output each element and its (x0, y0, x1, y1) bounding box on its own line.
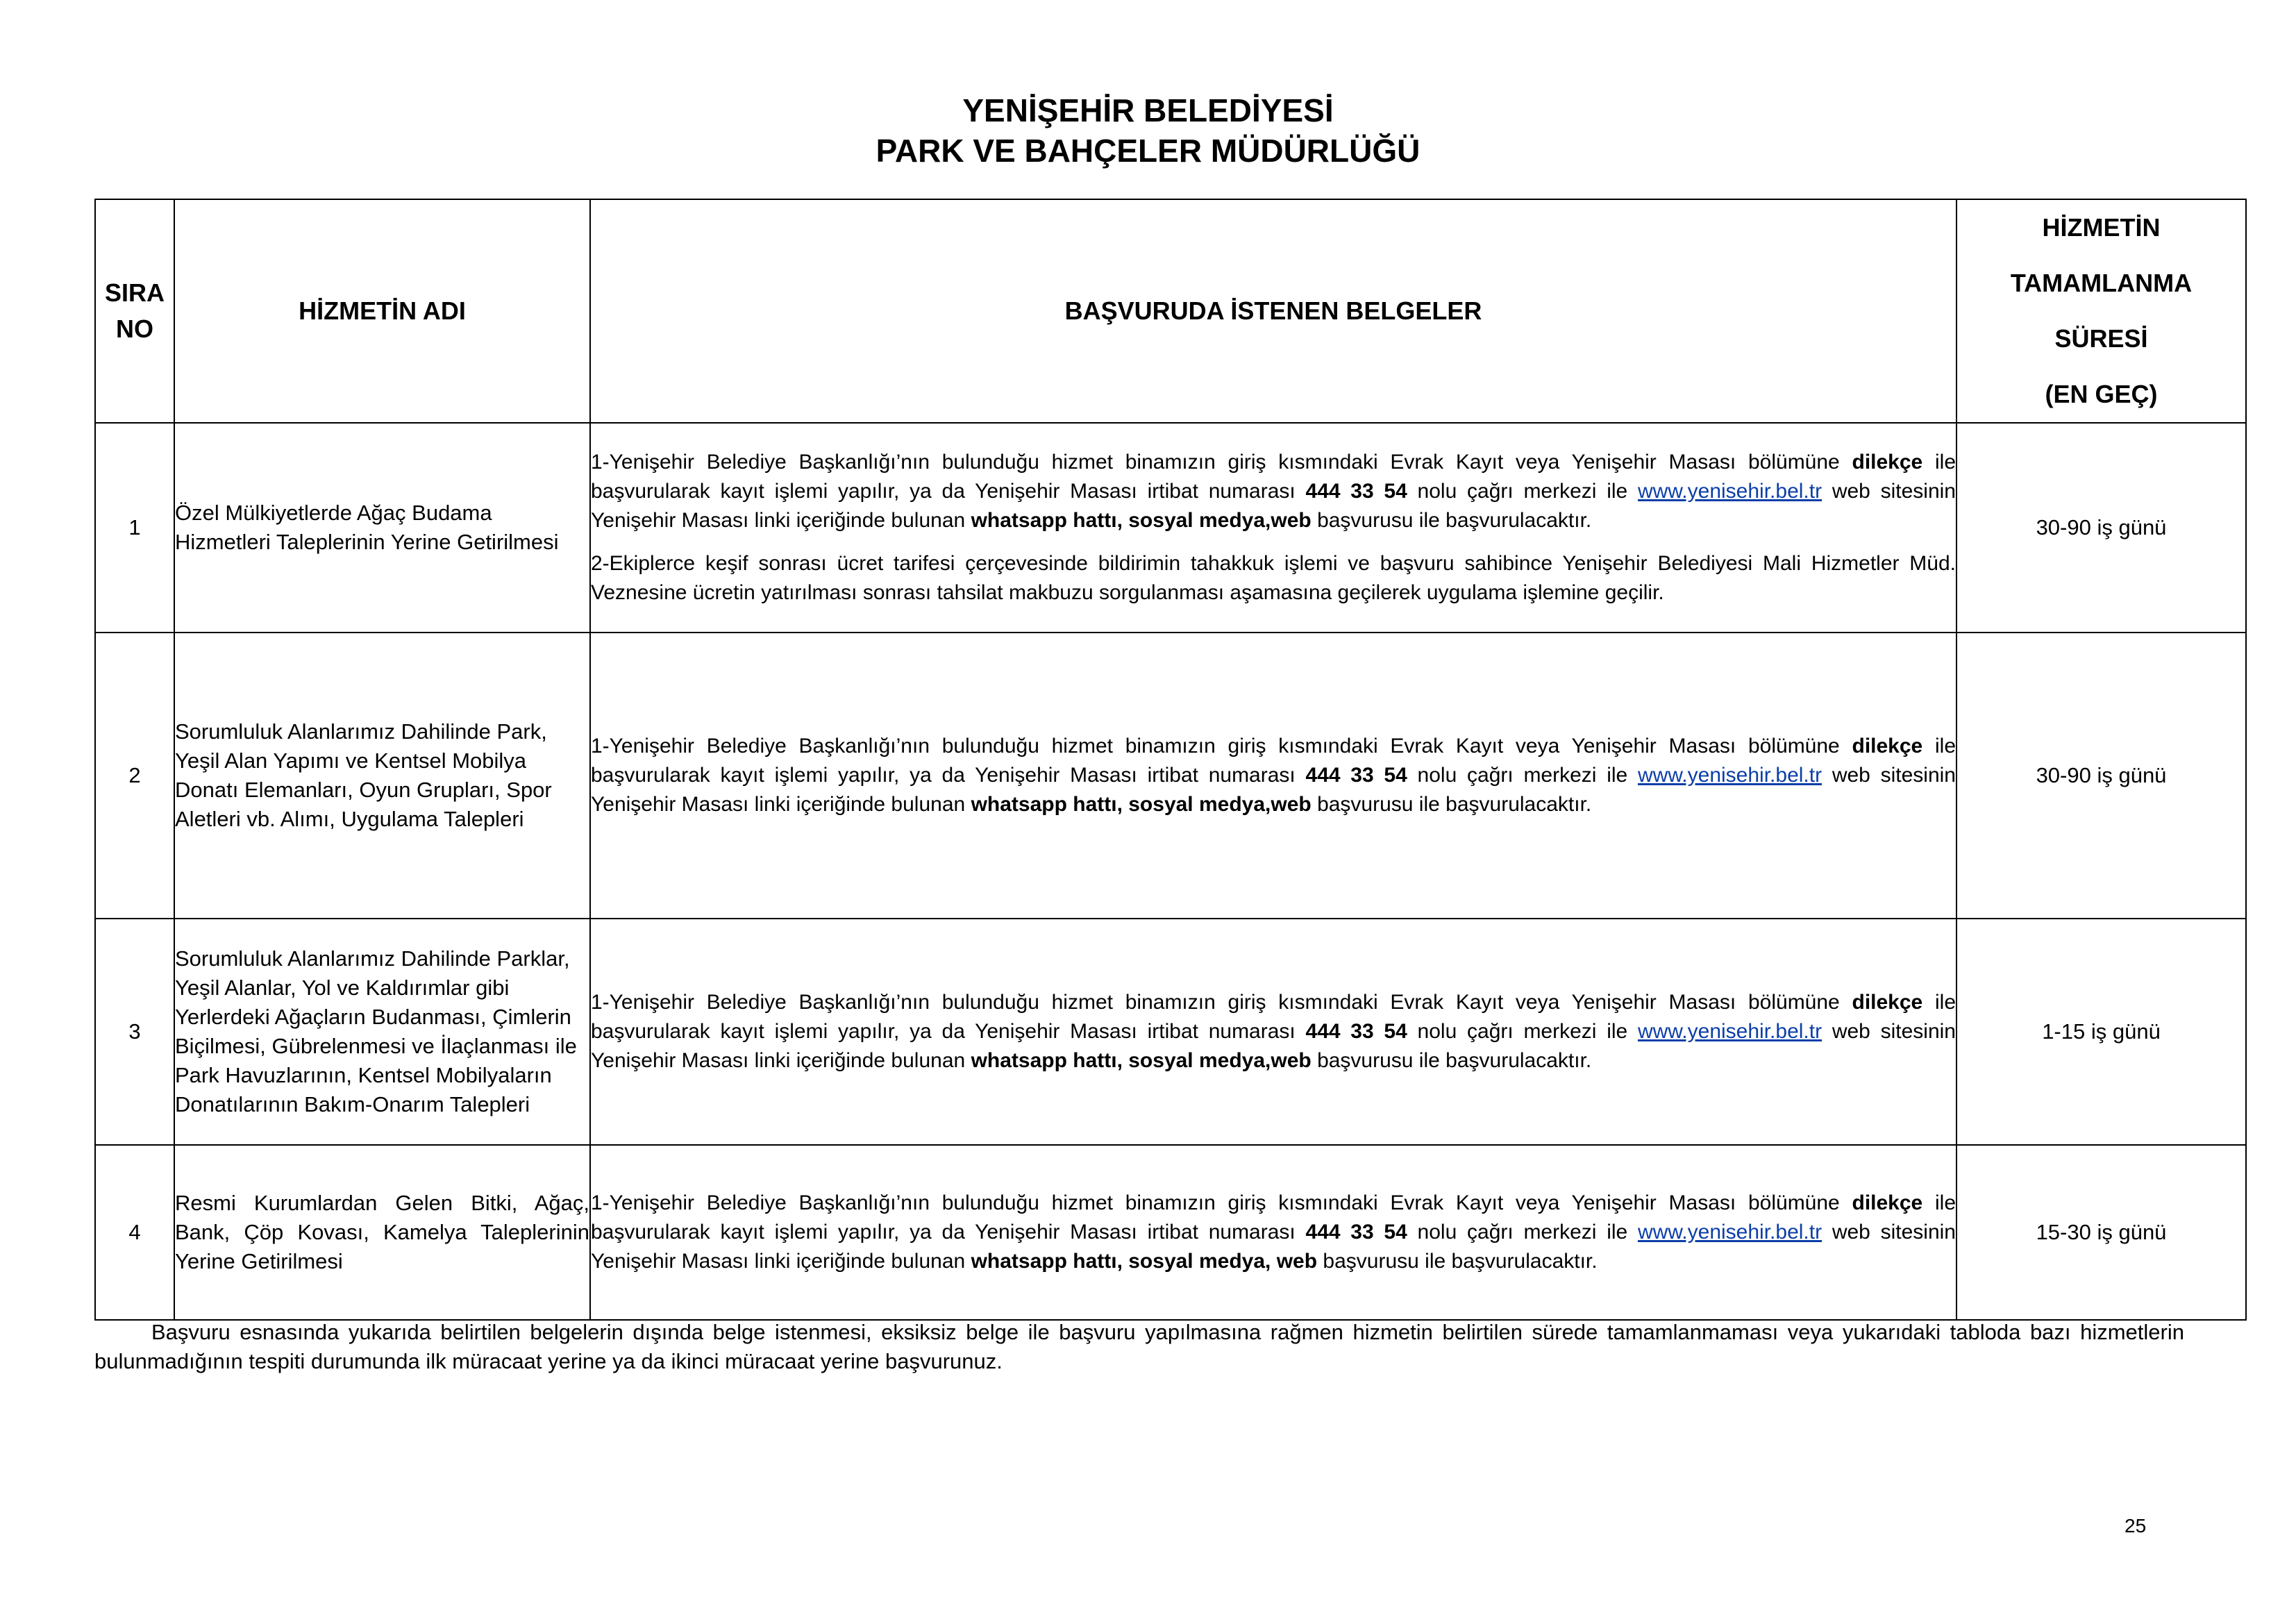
doc-text: nolu çağrı merkezi ile (1417, 480, 1628, 503)
document-step-1 (591, 988, 1956, 1075)
required-documents (590, 1145, 1956, 1320)
doc-text: web sitesinin Yenişehir Masası linki içeriğinde bulunan (591, 764, 1956, 816)
doc-phone-number: 444 33 54 (1305, 1221, 1407, 1244)
service-name: Özel Mülkiyetlerde Ağaç Budama Hizmetleri Taleplerinin Yerine Getirilmesi (174, 423, 590, 633)
header-time-line3: SÜRESİ (2054, 324, 2148, 353)
doc-bold-petition: dilekçe (1852, 451, 1923, 474)
doc-text: web sitesinin Yenişehir Masası linki içeriğinde bulunan (591, 1221, 1956, 1273)
doc-bold-channels: whatsapp hattı, sosyal medya, web (971, 1250, 1318, 1273)
completion-time: 30-90 iş günü (1956, 423, 2246, 633)
header-service-name: HİZMETİN ADI (174, 199, 590, 423)
doc-phone-number: 444 33 54 (1305, 764, 1407, 787)
doc-text: başvurusu ile başvurulacaktır. (1323, 1250, 1598, 1273)
doc-phone-number: 444 33 54 (1305, 480, 1407, 503)
required-documents (590, 633, 1956, 919)
service-name: Resmi Kurumlardan Gelen Bitki, Ağaç, Bank, Çöp Kovası, Kamelya Taleplerinin Yerine Getirilmesi (174, 1145, 590, 1320)
doc-text: ile başvurularak kayıt işlemi yapılır, ya da Yenişehir Masası irtibat numarası (591, 451, 1956, 503)
doc-bold-petition: dilekçe (1852, 1191, 1923, 1214)
completion-time: 30-90 iş günü (1956, 633, 2246, 919)
title-line-directorate: PARK VE BAHÇELER MÜDÜRLÜĞÜ (875, 133, 1421, 169)
doc-bold-channels: whatsapp hattı, sosyal medya,web (971, 793, 1312, 816)
doc-text: başvurusu ile başvurulacaktır. (1317, 793, 1592, 816)
doc-text: web sitesinin Yenişehir Masası linki içeriğinde bulunan (591, 480, 1956, 532)
doc-phone-number: 444 33 54 (1305, 1020, 1407, 1043)
services-table (94, 199, 2247, 1321)
doc-bold-petition: dilekçe (1852, 735, 1923, 757)
doc-text: 1-Yenişehir Belediye Başkanlığı’nın bulunduğu hizmet binamızın giriş kısmındaki Evrak Kayıt veya Yenişehir Masası bölümüne (591, 991, 1840, 1014)
website-link[interactable]: www.yenisehir.bel.tr (1637, 764, 1822, 787)
row-number: 2 (95, 633, 174, 919)
table-row (95, 423, 2246, 633)
title-line-municipality: YENİŞEHİR BELEDİYESİ (962, 92, 1334, 128)
completion-time: 15-30 iş günü (1956, 1145, 2246, 1320)
header-sira-line1: SIRA (104, 278, 165, 307)
service-name: Sorumluluk Alanlarımız Dahilinde Park, Yeşil Alan Yapımı ve Kentsel Mobilya Donatı Elemanları, Oyun Grupları, Spor Aletleri vb. Alımı, Uygulama Talepleri (174, 633, 590, 919)
doc-text: başvurusu ile başvurulacaktır. (1317, 1049, 1592, 1072)
website-link[interactable]: www.yenisehir.bel.tr (1637, 1020, 1822, 1043)
header-completion-time (1956, 199, 2246, 423)
website-link[interactable]: www.yenisehir.bel.tr (1637, 480, 1822, 503)
document-step-1 (591, 732, 1956, 819)
table-header-row (95, 199, 2246, 423)
doc-text: ile başvurularak kayıt işlemi yapılır, ya da Yenişehir Masası irtibat numarası (591, 1191, 1956, 1244)
doc-bold-channels: whatsapp hattı, sosyal medya,web (971, 509, 1312, 532)
doc-text: başvurusu ile başvurulacaktır. (1317, 509, 1592, 532)
header-time-line4: (EN GEÇ) (2045, 380, 2158, 408)
service-name: Sorumluluk Alanlarımız Dahilinde Parklar, Yeşil Alanlar, Yol ve Kaldırımlar gibi Yerlerdeki Ağaçların Budanması, Çimlerin Biçilmesi, Gübrelenmesi ve İlaçlanması ile Park Havuzlarının, Kentsel Mobilyaların Donatılarının Bakım-Onarım Talepleri (174, 919, 590, 1145)
completion-time: 1-15 iş günü (1956, 919, 2246, 1145)
header-time-line2: TAMAMLANMA (2010, 269, 2193, 297)
required-documents (590, 919, 1956, 1145)
doc-text: nolu çağrı merkezi ile (1417, 1020, 1628, 1043)
doc-text: nolu çağrı merkezi ile (1417, 764, 1628, 787)
doc-text: 1-Yenişehir Belediye Başkanlığı’nın bulunduğu hizmet binamızın giriş kısmındaki Evrak Kayıt veya Yenişehir Masası bölümüne (591, 735, 1840, 757)
required-documents (590, 423, 1956, 633)
website-link[interactable]: www.yenisehir.bel.tr (1637, 1221, 1822, 1244)
doc-text: nolu çağrı merkezi ile (1417, 1221, 1628, 1244)
table-row (95, 633, 2246, 919)
row-number: 4 (95, 1145, 174, 1320)
footer-note: Başvuru esnasında yukarıda belirtilen belgelerin dışında belge istenmesi, eksiksiz belge ile başvuru yapılmasına rağmen hizmetin belirtilen sürede tamamlanmaması veya yukarıdaki tabloda bazı hizmetlerin bulunmadığının tespiti durumunda ilk müracaat yerine ya da ikinci müracaat yerine başvurunuz. (94, 1320, 2184, 1373)
doc-text: ile başvurularak kayıt işlemi yapılır, ya da Yenişehir Masası irtibat numarası (591, 991, 1956, 1043)
table-row (95, 1145, 2246, 1320)
doc-text: 1-Yenişehir Belediye Başkanlığı’nın bulunduğu hizmet binamızın giriş kısmındaki Evrak Kayıt veya Yenişehir Masası bölümüne (591, 451, 1840, 474)
header-sira-line2: NO (116, 315, 153, 343)
document-step-1 (591, 448, 1956, 535)
table-row (95, 919, 2246, 1145)
doc-text: web sitesinin Yenişehir Masası linki içeriğinde bulunan (591, 1020, 1956, 1072)
document-step-2: 2-Ekiplerce keşif sonrası ücret tarifesi çerçevesinde bildirimin tahakkuk işlemi ve başvuru sahibince Yenişehir Belediyesi Mali Hizmetler Müd. Veznesine ücretin yatırılması sonrası tahsilat makbuzu sorgulanması aşamasına geçilerek uygulama işlemine geçilir. (591, 552, 1956, 604)
page-title (0, 90, 2296, 171)
header-time-line1: HİZMETİN (2042, 213, 2161, 242)
doc-bold-petition: dilekçe (1852, 991, 1923, 1014)
document-step-1 (591, 1189, 1956, 1276)
doc-text: ile başvurularak kayıt işlemi yapılır, ya da Yenişehir Masası irtibat numarası (591, 735, 1956, 787)
doc-bold-channels: whatsapp hattı, sosyal medya,web (971, 1049, 1312, 1072)
doc-text: 1-Yenişehir Belediye Başkanlığı’nın bulunduğu hizmet binamızın giriş kısmındaki Evrak Kayıt veya Yenişehir Masası bölümüne (591, 1191, 1840, 1214)
page-number: 25 (2125, 1515, 2147, 1537)
header-sira-no (95, 199, 174, 423)
row-number: 3 (95, 919, 174, 1145)
header-required-documents: BAŞVURUDA İSTENEN BELGELER (590, 199, 1956, 423)
row-number: 1 (95, 423, 174, 633)
